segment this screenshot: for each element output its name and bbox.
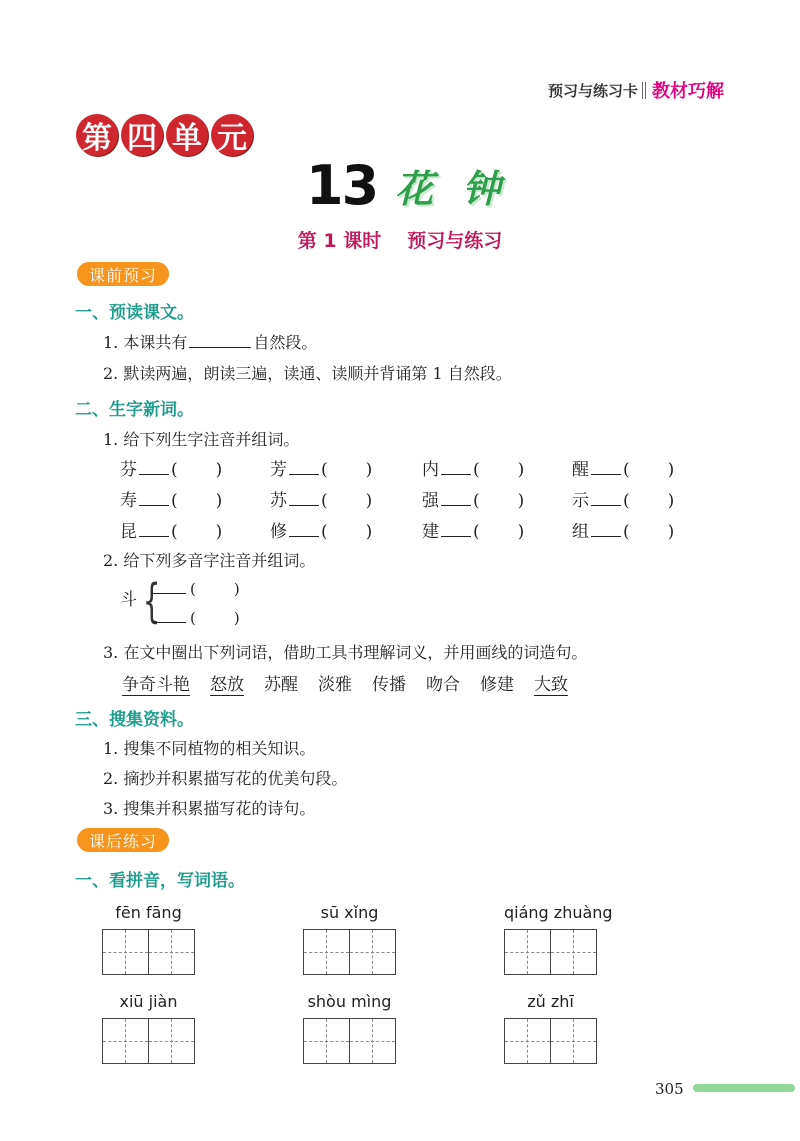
pinyin-blank[interactable] [139,522,169,537]
paren-close: ) [215,460,223,480]
word-item: 苏醒 [264,675,298,695]
paren-close: ) [233,609,240,627]
pinyin-word-grid [504,992,597,1064]
paren-open: ( [623,460,630,480]
polyphone-char: 斗 [120,590,137,610]
writing-box[interactable] [148,930,194,974]
writing-box[interactable] [505,1019,550,1063]
page-bar [693,1084,795,1092]
unit-char: 单 [166,114,208,156]
word-item: 怒放 [210,670,244,696]
unit-char: 四 [121,114,163,156]
paren-close: ) [517,522,525,542]
char: 芬 [120,460,137,480]
pinyin-blank[interactable] [441,491,471,506]
pinyin-label: shòu mìng [307,992,392,1011]
question-line: 2. 摘抄并积累描写花的优美句段。 [103,769,348,788]
question-line [103,330,317,353]
pinyin-blank[interactable] [289,522,319,537]
writing-box[interactable] [103,1019,148,1063]
char: 苏 [270,491,287,511]
word-item: 淡雅 [318,675,352,695]
section-heading-1: 一、预读课文。 [75,303,194,323]
period-part1: 第 1 课时 [297,230,382,252]
paren-close: ) [667,522,675,542]
word-item: 传播 [372,675,406,695]
pinyin-blank[interactable] [591,460,621,475]
section-heading-2: 二、生字新词。 [75,400,194,420]
char: 芳 [270,460,287,480]
paren-close: ) [215,491,223,511]
header-card-label: 预习与练习卡 [547,81,638,100]
pinyin-label: fēn fāng [115,903,182,922]
period-part2: 预习与练习 [407,230,503,252]
paren-open: ( [171,460,178,480]
header-brand: 教材巧解 [652,81,724,102]
polyphone-row [152,609,240,627]
section-heading-3: 三、搜集资料。 [75,710,194,730]
unit-badge [76,114,253,156]
paren-close: ) [667,491,675,511]
pinyin-blank[interactable] [591,522,621,537]
char: 强 [422,491,439,511]
paren-open: ( [190,609,196,627]
paren-open: ( [190,580,196,598]
question-line: 1. 给下列生字注音并组词。 [103,430,300,449]
paren-open: ( [623,491,630,511]
unit-char: 第 [76,114,118,156]
pinyin-blank[interactable] [441,460,471,475]
answer-blank[interactable] [189,333,251,348]
paren-open: ( [473,491,480,511]
pinyin-label: qiáng zhuàng [504,903,613,922]
section-heading-4: 一、看拼音，写词语。 [75,871,245,891]
paren-close: ) [365,522,373,542]
paren-close: ) [233,580,240,598]
word-item: 大致 [534,670,568,696]
pinyin-word-grid [102,992,195,1064]
pinyin-label: xiū jiàn [119,992,178,1011]
paren-close: ) [517,460,525,480]
char: 修 [270,522,287,542]
tag-pre-class: 课前预习 [77,262,169,286]
q-text: 1. 本课共有 [103,333,188,352]
question-line: 3. 搜集并积累描写花的诗句。 [103,799,316,818]
char: 内 [422,460,439,480]
pinyin-word-grid [504,903,613,975]
lesson-title [306,154,508,217]
paren-open: ( [321,460,328,480]
writing-box[interactable] [349,930,395,974]
paren-open: ( [171,522,178,542]
word-item: 修建 [480,675,514,695]
paren-close: ) [215,522,223,542]
paren-close: ) [667,460,675,480]
char: 寿 [120,491,137,511]
paren-open: ( [473,522,480,542]
paren-open: ( [321,491,328,511]
question-line: 1. 搜集不同植物的相关知识。 [103,739,316,758]
brace-icon: { [142,574,161,628]
word-list [122,670,568,696]
question-line: 3. 在文中圈出下列词语，借助工具书理解词义，并用画线的词造句。 [103,643,588,662]
question-line: 2. 默读两遍，朗读三遍，读通、读顺并背诵第 1 自然段。 [103,364,512,383]
word-item: 争奇斗艳 [122,670,190,696]
paren-close: ) [365,491,373,511]
q-text: 自然段。 [253,333,318,352]
lesson-name: 花 钟 [395,167,509,211]
writing-box[interactable] [304,1019,349,1063]
pinyin-word-grid [102,903,195,975]
pinyin-label: sū xǐng [320,903,379,922]
writing-box[interactable] [103,930,148,974]
period-title [0,226,800,253]
pinyin-label: zǔ zhī [527,992,574,1011]
pinyin-blank[interactable] [139,491,169,506]
pinyin-blank[interactable] [152,581,186,594]
paren-open: ( [473,460,480,480]
writing-box[interactable] [304,930,349,974]
pinyin-word-grid [303,903,396,975]
polyphone-row [152,580,240,598]
writing-box[interactable] [349,1019,395,1063]
paren-open: ( [623,522,630,542]
paren-open: ( [171,491,178,511]
writing-box[interactable] [505,930,550,974]
unit-char: 元 [211,114,253,156]
pinyin-blank[interactable] [591,491,621,506]
pinyin-blank[interactable] [289,460,319,475]
page-number: 305 [655,1080,684,1098]
pinyin-word-grid [303,992,396,1064]
pinyin-blank[interactable] [152,610,186,623]
pinyin-blank[interactable] [139,460,169,475]
lesson-number: 13 [306,154,378,217]
pinyin-blank[interactable] [441,522,471,537]
question-line: 2. 给下列多音字注音并组词。 [103,551,316,570]
writing-box[interactable] [148,1019,194,1063]
word-item: 吻合 [426,675,460,695]
paren-open: ( [321,522,328,542]
writing-box[interactable] [550,930,596,974]
char: 醒 [572,460,589,480]
char: 建 [422,522,439,542]
tag-post-class: 课后练习 [77,828,169,852]
char: 昆 [120,522,137,542]
pinyin-blank[interactable] [289,491,319,506]
page-header [548,77,724,103]
char: 示 [572,491,589,511]
paren-close: ) [517,491,525,511]
writing-box[interactable] [550,1019,596,1063]
char: 组 [572,522,589,542]
paren-close: ) [365,460,373,480]
